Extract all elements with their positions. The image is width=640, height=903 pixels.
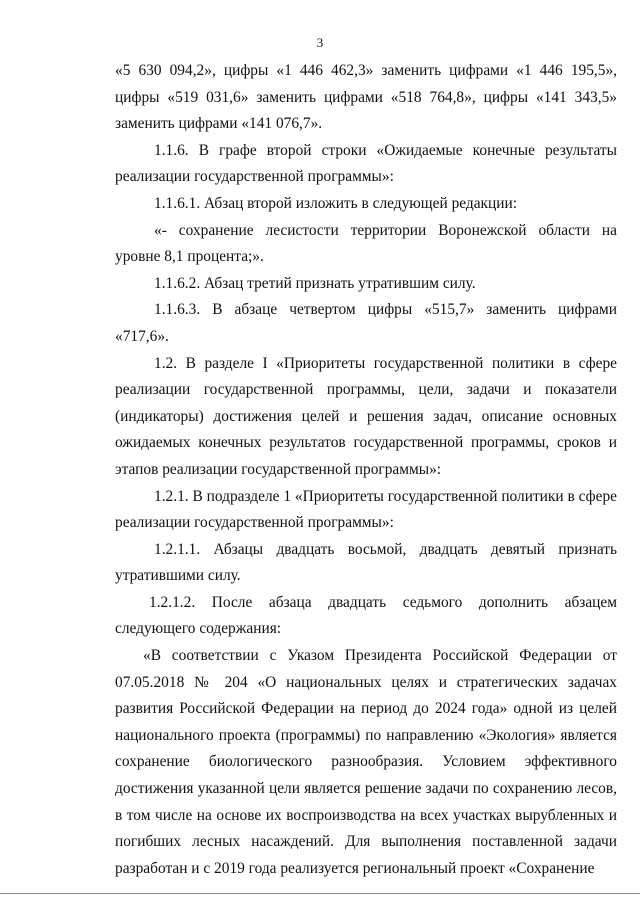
document-body [115, 58, 617, 882]
paragraph-1-1-6: 1.1.6. В графе второй строки «Ожидаемые конечные результаты реализации государственной программы»: [115, 141, 617, 186]
paragraph-forest-cover-quote: «- сохранение лесистости территории Воронежской области на уровне 8,1 процента;». [115, 221, 617, 266]
paragraph-1-1-6-2: 1.1.6.2. Абзац третий признать утратившим силу. [154, 274, 476, 292]
page-bottom-divider [0, 893, 640, 894]
paragraph-presidential-decree-quote: «В соответствии с Указом Президента Российской Федерации от 07.05.2018 № 204 «О национальных целях и стратегических задачах развития Российской Федерации на период до 2024 года» одной из целей национального проекта (программы) по направлению «Экология» является сохранение биологического разнообразия. Условием эффективного достижения указанной цели является решение задачи по сохранению лесов, в том числе на основе их воспроизводства на всех участках вырубленных и погибших лесных насаждений. Для выполнения поставленной задачи разработан и с 2019 года реализуется региональный проект «Сохранение [115, 647, 617, 877]
paragraph-1-2-1-2: 1.2.1.2. После абзаца двадцать седьмого дополнить абзацем следующего содержания: [115, 593, 617, 638]
paragraph-1-2-1-1: 1.2.1.1. Абзацы двадцать восьмой, двадцать девятый признать утратившими силу. [115, 540, 617, 585]
paragraph-1-1-6-1: 1.1.6.1. Абзац второй изложить в следующей редакции: [154, 194, 518, 212]
paragraph-1-2: 1.2. В разделе I «Приоритеты государственной политики в сфере реализации государственной программы, цели, задачи и показатели (индикаторы) достижения целей и решения задач, описание основных ожидаемых конечных результатов государственной программы, сроков и этапов реализации государственной программы»: [115, 354, 617, 478]
paragraph-amount-replacements: «5 630 094,2», цифры «1 446 462,3» заменить цифрами «1 446 195,5», цифры «519 031,6» заменить цифрами «518 764,8», цифры «141 343,5» заменить цифрами «141 076,7». [115, 62, 617, 133]
paragraph-1-2-1: 1.2.1. В подразделе 1 «Приоритеты государственной политики в сфере реализации государственной программы»: [115, 487, 617, 532]
page-number: 3 [316, 35, 324, 50]
paragraph-1-1-6-3: 1.1.6.3. В абзаце четвертом цифры «515,7» заменить цифрами «717,6». [115, 301, 617, 345]
